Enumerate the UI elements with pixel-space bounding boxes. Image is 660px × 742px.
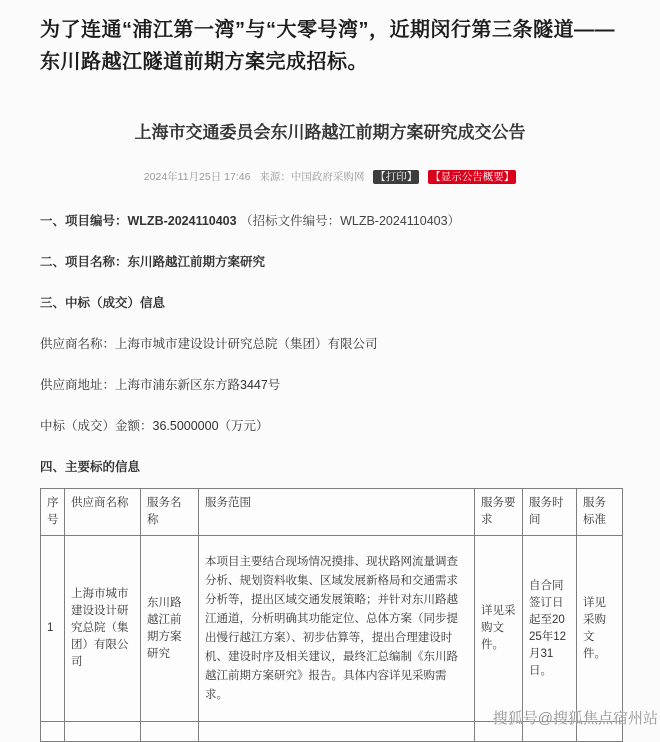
- col-header-service-requirement: 服务要求: [475, 489, 523, 536]
- cell-seq: 1: [41, 536, 65, 722]
- col-header-service-standard: 服务标准: [577, 489, 623, 536]
- cell-supplier: 上海市城市建设设计研究总院（集团）有限公司: [65, 536, 141, 722]
- table-row: [41, 536, 623, 722]
- announcement-meta: [40, 169, 620, 184]
- col-header-supplier: 供应商名称: [65, 489, 141, 536]
- cell-service-scope: 本项目主要结合现场情况摸排、现状路网流量调查分析、规划资料收集、区域发展新格局和交通需求分析等，提出区域交通发展策略；并针对东川路越江通道，分析明确其功能定位、总体方案（同步提出慢行越江方案）、初步估算等，提出合理建设时机、建设时序及相关建议，最终汇总编制《东川路越江前期方案研究》报告。具体内容详见采购需求。: [199, 536, 475, 722]
- col-header-seq: 序号: [41, 489, 65, 536]
- award-amount-line: 中标（成交）金额：36.5000000（万元）: [40, 419, 269, 433]
- print-button[interactable]: 【打印】: [375, 171, 418, 183]
- subject-info-table: [40, 488, 623, 742]
- section-project-number: [40, 214, 620, 229]
- intro-paragraph: 为了连通“浦江第一湾”与“大零号湾”，近期闵行第三条隧道——东川路越江隧道前期方案完成招标。: [40, 19, 615, 73]
- col-header-service-time: 服务时间: [523, 489, 577, 536]
- section-subject-heading: 四、主要标的信息: [40, 460, 141, 474]
- watermark: 搜狐号@搜狐焦点宿州站: [492, 710, 658, 727]
- meta-source: 来源：中国政府采购网: [259, 171, 365, 183]
- table-header-row: [41, 489, 623, 536]
- col-header-service-scope: 服务范围: [199, 489, 475, 536]
- col-header-service-name: 服务名称: [141, 489, 199, 536]
- announcement-title: 上海市交通委员会东川路越江前期方案研究成交公告: [134, 123, 526, 142]
- cell-service-requirement: 详见采购文件。: [475, 536, 523, 722]
- bid-doc-number-text: （招标文件编号：WLZB-2024110403）: [240, 214, 461, 228]
- cell-service-time: 自合同签订日起至2025年12月31日。: [523, 536, 577, 722]
- cell-service-standard: 详见采购文件。: [577, 536, 623, 722]
- supplier-name-line: 供应商名称：上海市城市建设设计研究总院（集团）有限公司: [40, 337, 378, 351]
- section-project-name: 二、项目名称：东川路越江前期方案研究: [40, 255, 266, 269]
- supplier-address-line: 供应商地址：上海市浦东新区东方路3447号: [40, 378, 281, 392]
- show-summary-button[interactable]: 【显示公告概要】: [430, 171, 515, 183]
- meta-datetime: 2024年11月25日 17:46: [143, 171, 251, 183]
- section-award-heading: 三、中标（成交）信息: [40, 296, 166, 310]
- project-number-text: 一、项目编号：WLZB-2024110403: [40, 214, 237, 228]
- cell-service-name: 东川路越江前期方案研究: [141, 536, 199, 722]
